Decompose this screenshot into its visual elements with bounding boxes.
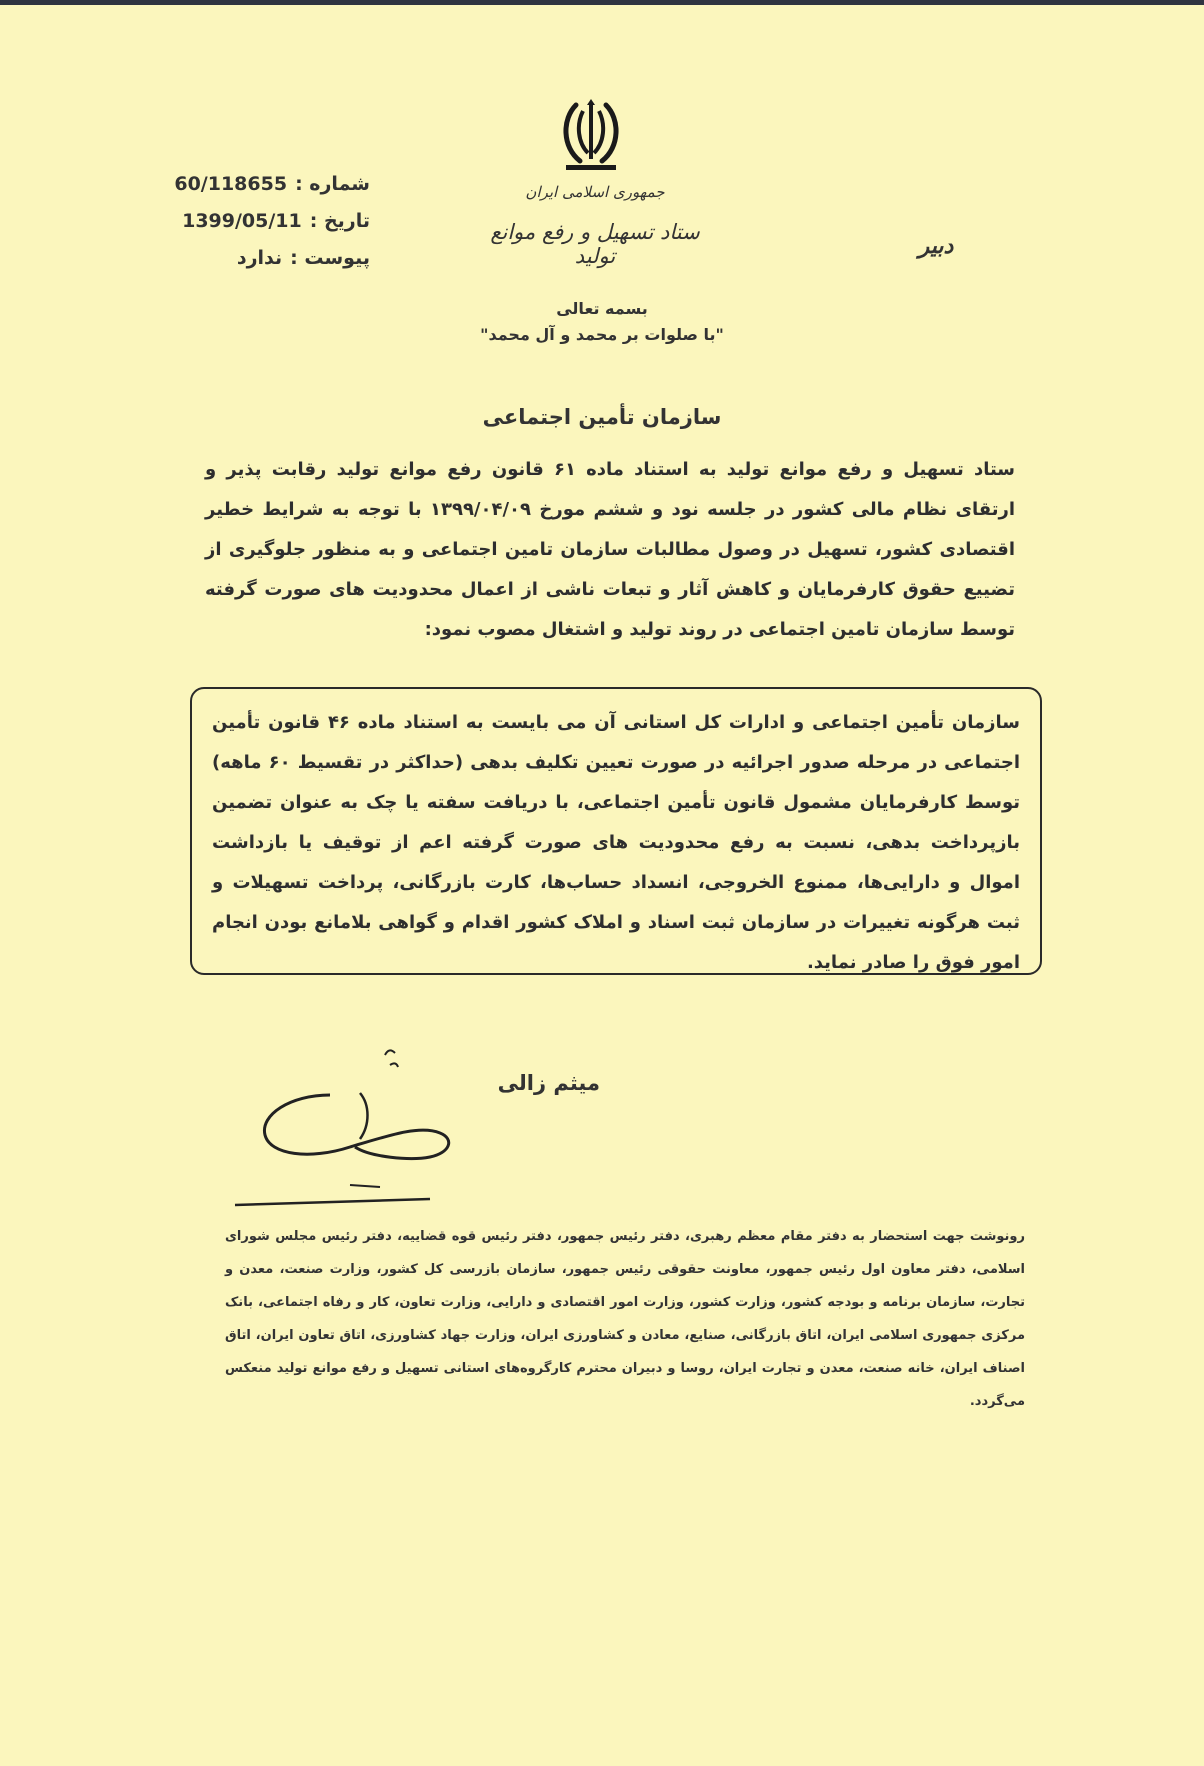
signature-icon (220, 1035, 540, 1215)
secretary-label: دبیر (918, 233, 954, 259)
salawat-line: "با صلوات بر محمد و آل محمد" (480, 325, 724, 344)
date-label: تاریخ : (309, 209, 370, 232)
republic-title: جمهوری اسلامی ایران (525, 183, 665, 201)
signer-name: میثم زالی (497, 1071, 600, 1095)
date-row (150, 202, 370, 239)
letter-number: 60/118655 (174, 172, 288, 195)
number-label: شماره : (295, 172, 370, 195)
letter-meta (150, 165, 370, 276)
attachment-label: پیوست : (290, 246, 370, 269)
letter-body: ستاد تسهیل و رفع موانع تولید به استناد ماده ۶۱ قانون رفع موانع تولید رقابت پذیر و ارتقای نظام مالی کشور در جلسه نود و ششم مورخ ۱۳۹۹/۰۴/۰۹ با توجه به شرایط خطیر اقتصادی کشور، تسهیل در وصول مطالبات سازمان تامین اجتماعی و به منظور جلوگیری از تضییع حقوق کارفرمایان و کاهش آثار و تبعات ناشی از اعمال محدودیت های صورت گرفته توسط سازمان تامین اجتماعی در روند تولید و اشتغال مصوب نمود: (205, 459, 1015, 640)
iran-emblem-icon (556, 97, 626, 175)
letter-attachment: ندارد (236, 246, 283, 269)
resolution-box: سازمان تأمین اجتماعی و ادارات کل استانی آن می بایست به استناد ماده ۴۶ قانون تأمین اجتماعی در مرحله صدور اجرائیه در صورت تعیین تکلیف بدهی (حداکثر در تقسیط ۶۰ ماهه) توسط کارفرمایان مشمول قانون تأمین اجتماعی، با دریافت سفته یا چک به عنوان تضمین بازپرداخت بدهی، نسبت به رفع محدودیت های صورت گرفته اعم از توقیف یا بازداشت اموال و دارایی‌ها، ممنوع الخروجی، انسداد حساب‌ها، کارت بازرگانی، پرداخت تسهیلات و ثبت هرگونه تغییرات در سازمان ثبت اسناد و املاک کشور اقدام و گواهی بلامانع بودن انجام امور فوق را صادر نماید. (190, 687, 1042, 975)
attachment-row (150, 239, 370, 276)
recipient: سازمان تأمین اجتماعی (482, 405, 722, 429)
letter-page (0, 5, 1204, 1766)
letter-date: 1399/05/11 (182, 209, 302, 232)
carbon-copy-list: رونوشت جهت استحضار به دفتر مقام معظم رهبری، دفتر رئیس جمهور، دفتر رئیس قوه قضاییه، دفتر رئیس مجلس شورای اسلامی، دفتر معاون اول رئیس جمهور، معاونت حقوقی رئیس جمهور، سازمان بازرسی کل کشور، وزارت صنعت، معدن و تجارت، سازمان برنامه و بودجه کشور، وزارت کشور، وزارت امور اقتصادی و دارایی، وزارت تعاون، کار و رفاه اجتماعی، بانک مرکزی جمهوری اسلامی ایران، اتاق بازرگانی، صنایع، معادن و کشاورزی ایران، وزارت جهاد کشاورزی، اتاق تعاون ایران، اتاق اصناف ایران، خانه صنعت، معدن و تجارت ایران، روسا و دبیران محترم کارگروه‌های استانی تسهیل و رفع موانع تولید منعکس می‌گردد. (225, 1229, 1025, 1409)
organization-title: ستاد تسهیل و رفع موانع تولید (490, 220, 700, 268)
number-row (150, 165, 370, 202)
bismillah: بسمه تعالی (556, 299, 648, 318)
